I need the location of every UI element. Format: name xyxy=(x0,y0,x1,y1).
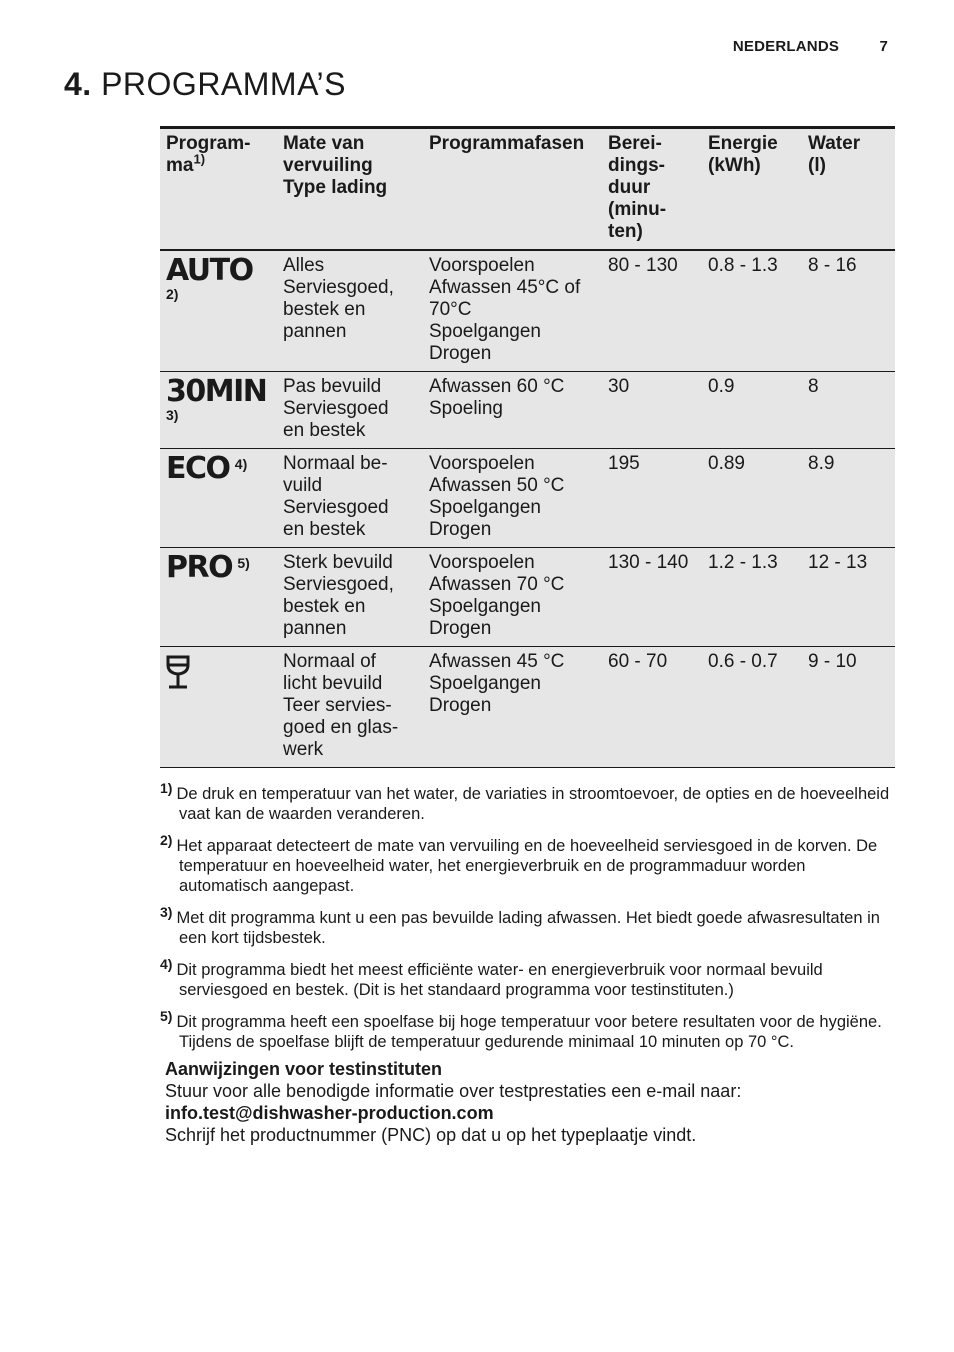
header-duration: Berei- dings- duur (minu- ten) xyxy=(608,133,667,242)
footnote-text: De druk en temperatuur van het water, de variaties in stroomtoevoer, de opties en de hoeveelheid vaat kan de waarden veranderen. xyxy=(176,785,890,823)
energy-cell: 0.6 - 0.7 xyxy=(708,651,778,672)
water-cell: 8 xyxy=(808,376,819,397)
glass-icon xyxy=(166,655,190,695)
header-water: Water (l) xyxy=(808,133,861,176)
table-row xyxy=(160,647,895,768)
program-cell xyxy=(160,250,277,372)
duration-cell: 80 - 130 xyxy=(608,255,678,276)
page-header xyxy=(733,38,888,55)
programs-table xyxy=(160,126,895,768)
duration-cell: 60 - 70 xyxy=(608,651,668,672)
section-number: 4. xyxy=(64,66,92,102)
header-soil: Mate van vervuiling Type lading xyxy=(283,133,388,198)
test-info-heading: Aanwijzingen voor testinstituten xyxy=(165,1059,443,1079)
phases-cell: Afwassen 60 °C Spoeling xyxy=(429,376,565,419)
test-info-line: Schrijf het productnummer (PNC) op dat u op het typeplaatje vindt. xyxy=(165,1125,697,1145)
section-title-text: PROGRAMMA’S xyxy=(101,66,346,102)
footnote-marker: 1) xyxy=(160,780,173,796)
program-footnote-ref: 2) xyxy=(166,286,179,302)
section-title xyxy=(64,66,346,103)
soil-cell: Normaal of licht bevuild Teer servies- goed en glas- werk xyxy=(283,651,399,760)
footnote-text: Het apparaat detecteert de mate van vervuiling en de hoeveelheid serviesgoed in de korven. De temperatuur en hoeveelheid water, het energieverbruik en de programmaduur worden automatisch aangepast. xyxy=(176,837,878,895)
program-footnote-ref: 5) xyxy=(237,555,250,571)
test-info-line: Stuur voor alle benodigde informatie over testprestaties een e-mail naar: xyxy=(165,1081,742,1101)
soil-cell: Alles Serviesgoed, bestek en pannen xyxy=(283,255,394,342)
water-cell: 9 - 10 xyxy=(808,651,857,672)
pro-program-symbol: PRO xyxy=(166,550,233,585)
program-footnote-ref: 3) xyxy=(166,407,179,423)
energy-cell: 1.2 - 1.3 xyxy=(708,552,778,573)
table-row xyxy=(160,250,895,372)
footnote xyxy=(160,902,890,948)
page-number: 7 xyxy=(879,38,888,55)
header-program-note: 1) xyxy=(193,151,206,167)
program-cell xyxy=(160,372,277,449)
soil-cell: Sterk bevuild Serviesgoed, bestek en pannen xyxy=(283,552,394,639)
footnote-text: Dit programma biedt het meest efficiënte water- en energieverbruik voor normaal bevuild serviesgoed en bestek. (Dit is het standaard programma voor testinstituten.) xyxy=(176,961,823,999)
program-cell xyxy=(160,449,277,548)
water-cell: 12 - 13 xyxy=(808,552,868,573)
auto-program-symbol: AUTO xyxy=(166,253,253,288)
footnote-marker: 5) xyxy=(160,1008,173,1024)
footnote-marker: 4) xyxy=(160,956,173,972)
footnote xyxy=(160,1006,890,1052)
30min-program-symbol: 30MIN xyxy=(166,374,267,409)
footnote-text: Met dit programma kunt u een pas bevuilde lading afwassen. Het biedt goede afwasresultaten in een kort tijdsbestek. xyxy=(176,909,880,947)
duration-cell: 30 xyxy=(608,376,630,397)
energy-cell: 0.89 xyxy=(708,453,745,474)
eco-program-symbol: ECO xyxy=(166,451,230,486)
energy-cell: 0.9 xyxy=(708,376,735,397)
program-footnote-ref: 4) xyxy=(234,456,248,472)
test-info-email[interactable]: info.test@dishwasher-production.com xyxy=(165,1103,494,1123)
water-cell: 8 - 16 xyxy=(808,255,857,276)
header-language: NEDERLANDS xyxy=(732,38,840,55)
program-cell xyxy=(160,647,277,768)
phases-cell: Voorspoelen Afwassen 70 °C Spoelgangen Drogen xyxy=(429,552,565,639)
soil-cell: Normaal be- vuild Serviesgoed en bestek xyxy=(283,453,389,540)
duration-cell: 195 xyxy=(608,453,640,474)
footnote-marker: 2) xyxy=(160,832,173,848)
footnote xyxy=(160,954,890,1000)
program-cell xyxy=(160,548,277,647)
header-phases: Programmafasen xyxy=(429,133,585,154)
footnotes xyxy=(160,778,890,1058)
phases-cell: Voorspoelen Afwassen 50 °C Spoelgangen Drogen xyxy=(429,453,565,540)
phases-cell: Afwassen 45 °C Spoelgangen Drogen xyxy=(429,651,565,716)
duration-cell: 130 - 140 xyxy=(608,552,689,573)
energy-cell: 0.8 - 1.3 xyxy=(708,255,778,276)
footnote xyxy=(160,830,890,896)
footnote-text: Dit programma heeft een spoelfase bij hoge temperatuur voor betere resultaten voor de hygiëne. Tijdens de spoelfase blijft de temperatuur gedurende minimaal 10 minuten op 70 °C. xyxy=(176,1013,882,1051)
table-row xyxy=(160,372,895,449)
table-row xyxy=(160,548,895,647)
soil-cell: Pas bevuild Serviesgoed en bestek xyxy=(283,376,389,441)
water-cell: 8.9 xyxy=(808,453,835,474)
header-program: Program- $ma^{1)}$ xyxy=(166,133,251,176)
phases-cell: Voorspoelen Afwassen 45°C of 70°C Spoelgangen Drogen xyxy=(429,255,581,364)
table-header-row xyxy=(160,128,895,251)
test-institute-info xyxy=(165,1058,885,1146)
footnote xyxy=(160,778,890,824)
table-row xyxy=(160,449,895,548)
footnote-marker: 3) xyxy=(160,904,173,920)
header-energy: Energie (kWh) xyxy=(708,133,778,176)
